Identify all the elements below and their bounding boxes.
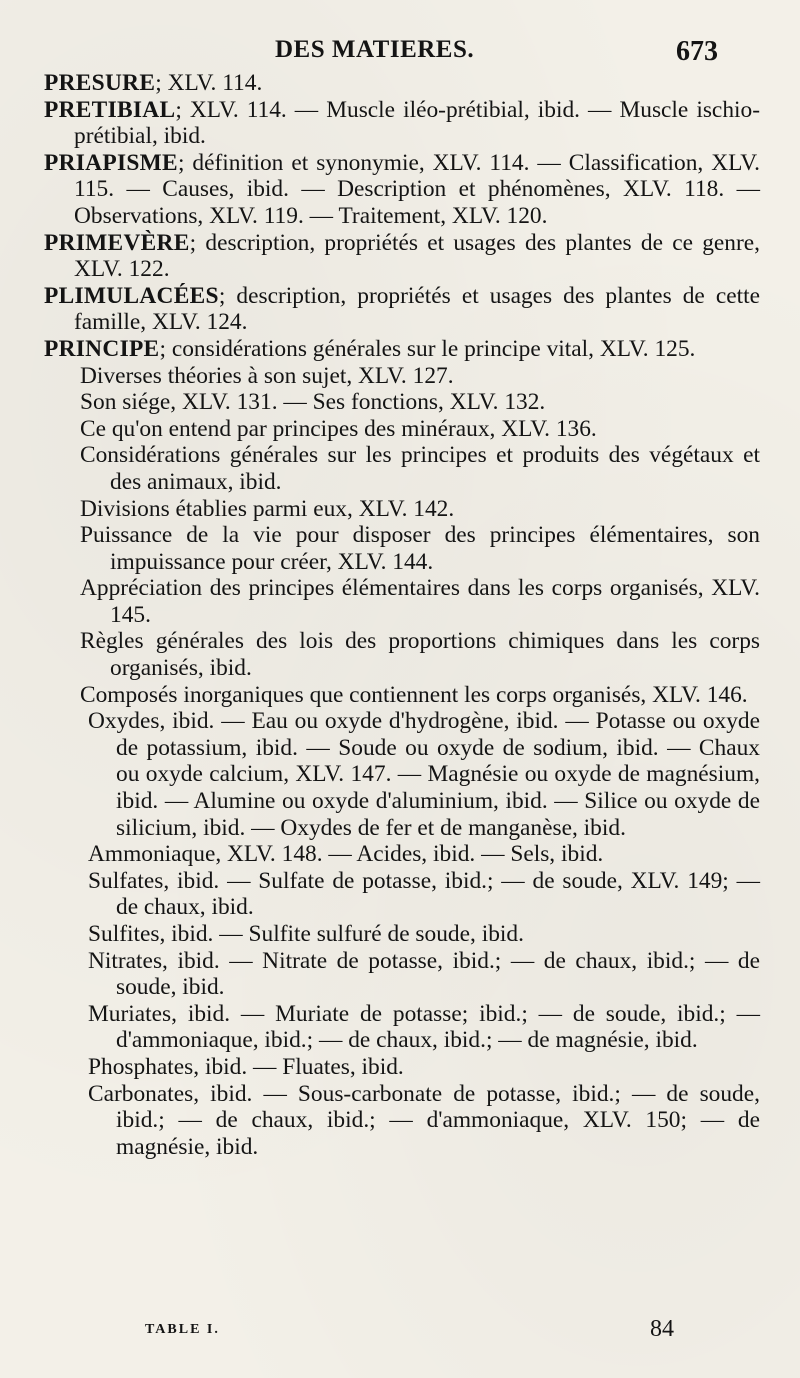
index-subsubentry: Phosphates, ibid. — Fluates, ibid.: [88, 1053, 404, 1080]
entry-headword: PRINCIPE: [44, 335, 160, 362]
index-subentry: Puissance de la vie pour disposer des principes élémentaires, son impuissance pour créer, XLV. 144.: [80, 522, 760, 575]
entry-text: ; considérations générales sur le principe vital, XLV. 125.: [159, 335, 696, 362]
entry-headword: PRIMEVÈRE: [44, 229, 190, 256]
running-header: [0, 30, 800, 70]
page-footer: [0, 1316, 800, 1346]
entry-text: ; définition et synonymie, XLV. 114. — Classification, XLV. 115. — Causes, ibid. — Description et phénomènes, XLV. 118. — Observations, XLV. 119. — Traitement, XLV. 120.: [74, 149, 760, 229]
index-subsubentry: Sulfites, ibid. — Sulfite sulfuré de soude, ibid.: [88, 921, 524, 947]
index-content: [44, 70, 760, 1160]
index-subentry: Appréciation des principes élémentaires dans les corps organisés, XLV. 145.: [80, 575, 760, 628]
sheet-number: 84: [650, 1316, 674, 1342]
index-entry: [44, 70, 760, 97]
index-subsubentry: Sulfates, ibid. — Sulfate de potasse, ibid.; — de soude, XLV. 149; — de chaux, ibid.: [88, 867, 760, 921]
entry-headword: PRESURE: [44, 70, 156, 96]
index-entry: [44, 97, 760, 150]
index-subentry: Composés inorganiques que contiennent les corps organisés, XLV. 146.: [80, 681, 748, 708]
entry-headword: PRIAPISME: [44, 149, 178, 176]
index-entry: [44, 336, 760, 363]
index-subentry: Règles générales des lois des proportions chimiques dans les corps organisés, ibid.: [80, 628, 760, 682]
printer-signature: TABLE I.: [145, 1322, 220, 1337]
index-subentry: Considérations générales sur les principes et produits des végétaux et des animaux, ibid.: [80, 442, 760, 495]
index-subsubentry: Ammoniaque, XLV. 148. — Acides, ibid. — Sels, ibid.: [88, 841, 604, 868]
index-entry: [44, 283, 760, 336]
entry-headword: PRETIBIAL: [44, 96, 176, 123]
index-subsubentry: Muriates, ibid. — Muriate de potasse; ibid.; — de soude, ibid.; — d'ammoniaque, ibid.; — de chaux, ibid.; — de magnésie, ibid.: [88, 1000, 760, 1054]
index-subentry: Divisions établies parmi eux, XLV. 142.: [80, 495, 455, 522]
entry-text: ; XLV. 114. — Muscle iléo-prétibial, ibid. — Muscle ischio-prétibial, ibid.: [74, 96, 760, 150]
index-subentry: Diverses théories à son sujet, XLV. 127.: [80, 362, 454, 389]
entry-headword: PLIMULACÉES: [44, 282, 219, 309]
index-subsubentry: Nitrates, ibid. — Nitrate de potasse, ibid.; — de chaux, ibid.; — de soude, ibid.: [88, 947, 760, 1001]
index-subsubentry: Oxydes, ibid. — Eau ou oxyde d'hydrogène, ibid. — Potasse ou oxyde de potassium, ibid. — Soude ou oxyde de sodium, ibid. — Chaux ou oxyde calcium, XLV. 147. — Magnésie ou oxyde de magnésium, ibid. — Alumine ou oxyde d'aluminium, ibid. — Silice ou oxyde de silicium, ibid. — Oxydes de fer et de manganèse, ibid.: [88, 708, 760, 841]
entry-text: ; XLV. 114.: [155, 70, 263, 96]
index-subentry: Son siége, XLV. 131. — Ses fonctions, XLV. 132.: [80, 389, 546, 416]
page-title: DES MATIERES.: [275, 36, 475, 63]
entry-text: ; description, propriétés et usages des plantes de ce genre, XLV. 122.: [74, 229, 760, 283]
page-number: 673: [676, 36, 718, 67]
entry-text: ; description, propriétés et usages des plantes de cette famille, XLV. 124.: [74, 282, 760, 336]
index-entry: [44, 230, 760, 283]
index-subsubentry: Carbonates, ibid. — Sous-carbonate de potasse, ibid.; — de soude, ibid.; — de chaux, ibid.; — d'ammoniaque, XLV. 150; — de magnésie, ibid.: [88, 1080, 760, 1160]
index-entry: [44, 150, 760, 230]
index-subentry: Ce qu'on entend par principes des minéraux, XLV. 136.: [80, 415, 597, 442]
